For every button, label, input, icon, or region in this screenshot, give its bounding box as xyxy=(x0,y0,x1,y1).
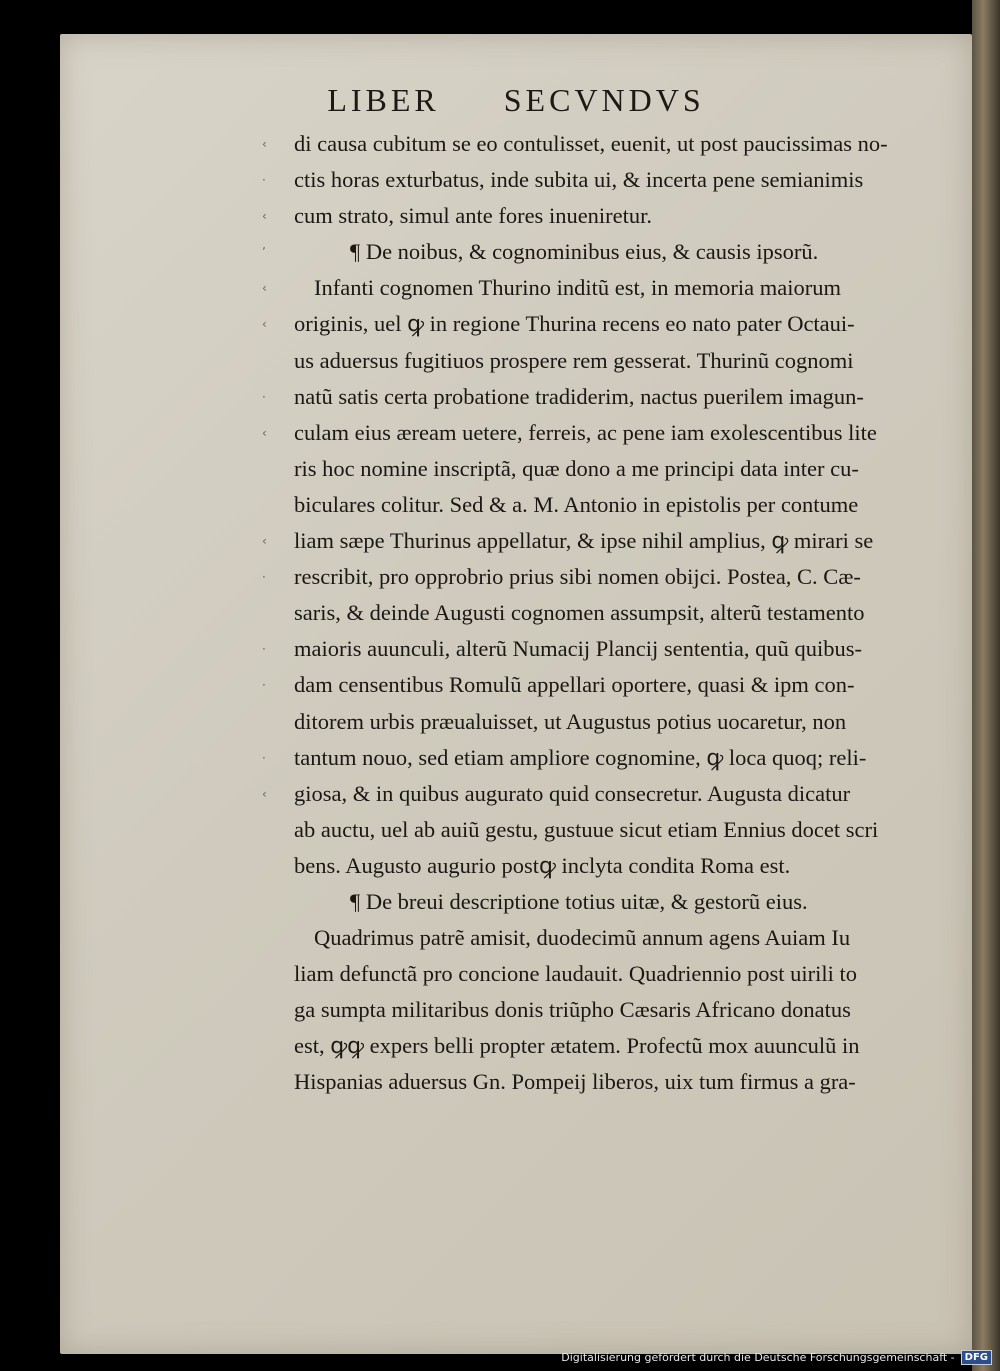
text-line: giosa, & in quibus augurato quid consecretur. Augusta dicatur xyxy=(294,780,851,806)
text-line: ctis horas exturbatus, inde subita ui, & incerta pene semianimis xyxy=(294,167,864,193)
margin-marks: ‹ · ‹ ʼ ‹ ‹ · ‹ ‹ · · · · ‹ xyxy=(262,137,267,801)
dfg-logo: DFG xyxy=(961,1350,992,1365)
digitization-credit xyxy=(561,1350,992,1365)
text-line: bens. Augusto augurio postꝙ inclyta condita Roma est. xyxy=(294,852,791,878)
text-line: dam censentibus Romulũ appellari oportere, quasi & ipm con- xyxy=(294,672,855,698)
text-line: culam eius æream uetere, ferreis, ac pene iam exolescentibus lite xyxy=(294,419,877,445)
text-line: originis, uel ꝙ in regione Thurina recens eo nato pater Octaui- xyxy=(294,311,855,337)
text-line: cum strato, simul ante fores inueniretur. xyxy=(294,203,653,229)
section-heading: ¶ De noibus, & cognominibus eius, & causis ipsorũ. xyxy=(350,239,819,265)
text-line: rescribit, pro opprobrio prius sibi nomen obijci. Postea, C. Cæ- xyxy=(294,564,861,590)
text-line: Infanti cognomen Thurino inditũ est, in memoria maiorum xyxy=(314,275,841,301)
text-line: biculares colitur. Sed & a. M. Antonio in epistolis per contume xyxy=(294,491,859,517)
credit-text: Digitalisierung gefördert durch die Deutsche Forschungsgemeinschaft - xyxy=(561,1351,955,1364)
text-line: est, ꝙꝙ expers belli propter ætatem. Profectũ mox auunculũ in xyxy=(294,1033,860,1059)
text-line: ris hoc nomine inscriptã, quæ dono a me principi data inter cu- xyxy=(294,455,859,481)
text-line: Hispanias aduersus Gn. Pompeij liberos, uix tum firmus a gra- xyxy=(294,1069,856,1095)
text-line: Quadrimus patrẽ amisit, duodecimũ annum agens Auiam Iu xyxy=(314,925,851,951)
text-block xyxy=(294,126,944,1101)
text-line: us aduersus fugitiuos prospere rem gesserat. Thurinũ cognomi xyxy=(294,347,854,373)
running-head-left: LIBER xyxy=(327,82,440,118)
text-line: liam defunctã pro concione laudauit. Quadriennio post uirili to xyxy=(294,961,857,987)
running-head-right: SECVNDVS xyxy=(503,82,705,118)
text-line: liam sæpe Thurinus appellatur, & ipse nihil amplius, ꝙ mirari se xyxy=(294,528,874,554)
section-heading: ¶ De breui descriptione totius uitæ, & gestorũ eius. xyxy=(350,888,808,914)
text-line: ga sumpta militaribus donis triũpho Cæsaris Africano donatus xyxy=(294,997,851,1023)
text-line: saris, & deinde Augusti cognomen assumpsit, alterũ testamento xyxy=(294,600,865,626)
text-line: natũ satis certa probatione tradiderim, nactus puerilem imagun- xyxy=(294,383,864,409)
running-head xyxy=(60,82,972,119)
text-line: maioris auunculi, alterũ Numacij Plancij sententia, quũ quibus- xyxy=(294,636,862,662)
text-line: di causa cubitum se eo contulisset, euenit, ut post paucissimas no- xyxy=(294,131,888,156)
text-line: tantum nouo, sed etiam ampliore cognomine, ꝙ loca quoq; reli- xyxy=(294,744,867,770)
book-edge xyxy=(972,0,1000,1371)
text-line: ab auctu, uel ab auiũ gestu, gustuue sicut etiam Ennius docet scri xyxy=(294,816,879,842)
text-line: ditorem urbis præualuisset, ut Augustus potius uocaretur, non xyxy=(294,708,847,734)
